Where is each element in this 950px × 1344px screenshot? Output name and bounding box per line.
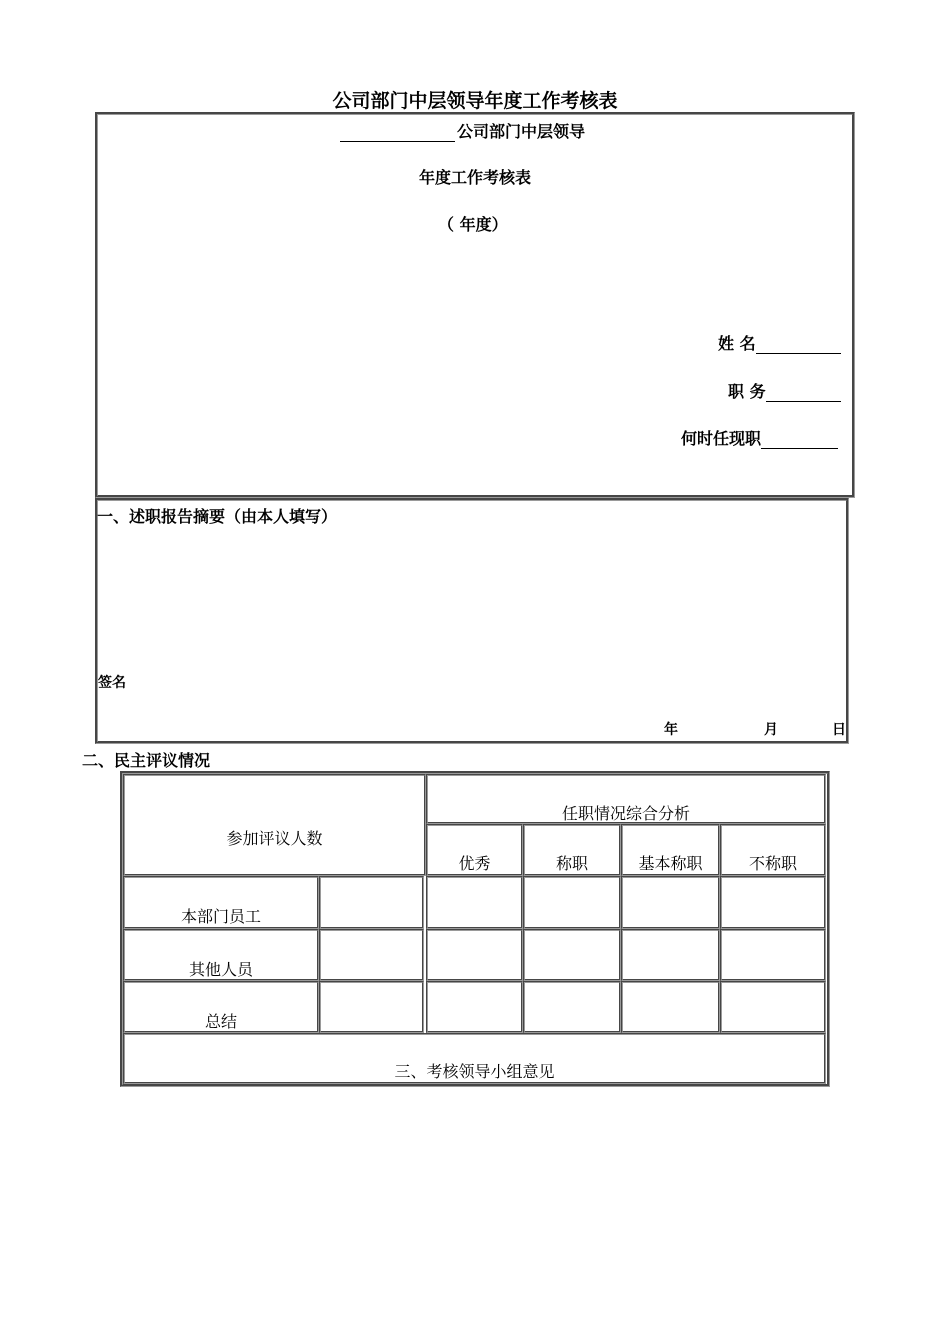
analysis-header: 任职情况综合分析 bbox=[561, 804, 690, 823]
cover-year: （ 年度） bbox=[438, 215, 508, 234]
table-cell[interactable] bbox=[523, 929, 621, 981]
signature-label: 签名 bbox=[98, 675, 126, 691]
row-label-summary: 总结 bbox=[204, 1012, 237, 1031]
name-field bbox=[718, 331, 841, 354]
post-field bbox=[728, 379, 841, 402]
rating-cell-excellent bbox=[426, 824, 523, 876]
table-cell[interactable] bbox=[426, 929, 523, 981]
section2-title: 二、民主评议情况 bbox=[82, 751, 211, 770]
table-cell[interactable] bbox=[426, 981, 523, 1033]
table-cell[interactable] bbox=[720, 876, 826, 929]
table-cell[interactable] bbox=[523, 876, 621, 929]
analysis-header-cell bbox=[426, 774, 826, 824]
rating-excellent: 优秀 bbox=[458, 854, 491, 873]
post-label: 职 务 bbox=[728, 382, 766, 401]
rating-cell-competent bbox=[523, 824, 621, 876]
table-cell[interactable] bbox=[319, 929, 424, 981]
date-year: 年 bbox=[664, 722, 678, 738]
since-field bbox=[681, 426, 838, 449]
row-label-own-staff: 本部门员工 bbox=[180, 907, 261, 926]
post-blank[interactable] bbox=[766, 383, 841, 402]
rating-incompetent: 不称职 bbox=[748, 854, 797, 873]
table-cell[interactable] bbox=[621, 981, 720, 1033]
since-blank[interactable] bbox=[761, 430, 838, 449]
table-cell[interactable] bbox=[621, 929, 720, 981]
participants-header-cell bbox=[123, 774, 426, 876]
cover-subtitle: 年度工作考核表 bbox=[418, 168, 531, 187]
table-cell[interactable] bbox=[621, 876, 720, 929]
rating-basically-competent: 基本称职 bbox=[638, 854, 703, 873]
rating-competent: 称职 bbox=[555, 854, 588, 873]
department-blank[interactable] bbox=[340, 123, 455, 142]
participants-header: 参加评议人数 bbox=[226, 829, 323, 848]
row-label-others: 其他人员 bbox=[188, 960, 253, 979]
table-cell[interactable] bbox=[319, 876, 424, 929]
rating-cell-incompetent bbox=[720, 824, 826, 876]
since-label: 何时任现职 bbox=[681, 429, 762, 448]
cover-line1-text: 公司部门中层领导 bbox=[457, 122, 586, 141]
cover-department-line bbox=[340, 119, 585, 142]
table-row-label-cell bbox=[123, 929, 319, 981]
name-label: 姓 名 bbox=[718, 334, 756, 353]
table-cell[interactable] bbox=[319, 981, 424, 1033]
committee-opinion-title: 三、考核领导小组意见 bbox=[394, 1062, 555, 1081]
table-cell[interactable] bbox=[426, 876, 523, 929]
table-row-label-cell bbox=[123, 981, 319, 1033]
date-day: 日 bbox=[832, 722, 846, 738]
rating-cell-basic bbox=[621, 824, 720, 876]
name-blank[interactable] bbox=[756, 335, 841, 354]
page-title: 公司部门中层领导年度工作考核表 bbox=[332, 90, 618, 112]
committee-opinion-cell bbox=[123, 1033, 826, 1084]
date-month: 月 bbox=[764, 722, 778, 738]
table-cell[interactable] bbox=[523, 981, 621, 1033]
table-row-label-cell bbox=[123, 876, 319, 929]
table-cell[interactable] bbox=[720, 981, 826, 1033]
report-box bbox=[95, 498, 849, 744]
section1-title: 一、述职报告摘要（由本人填写） bbox=[97, 507, 338, 526]
table-cell[interactable] bbox=[720, 929, 826, 981]
